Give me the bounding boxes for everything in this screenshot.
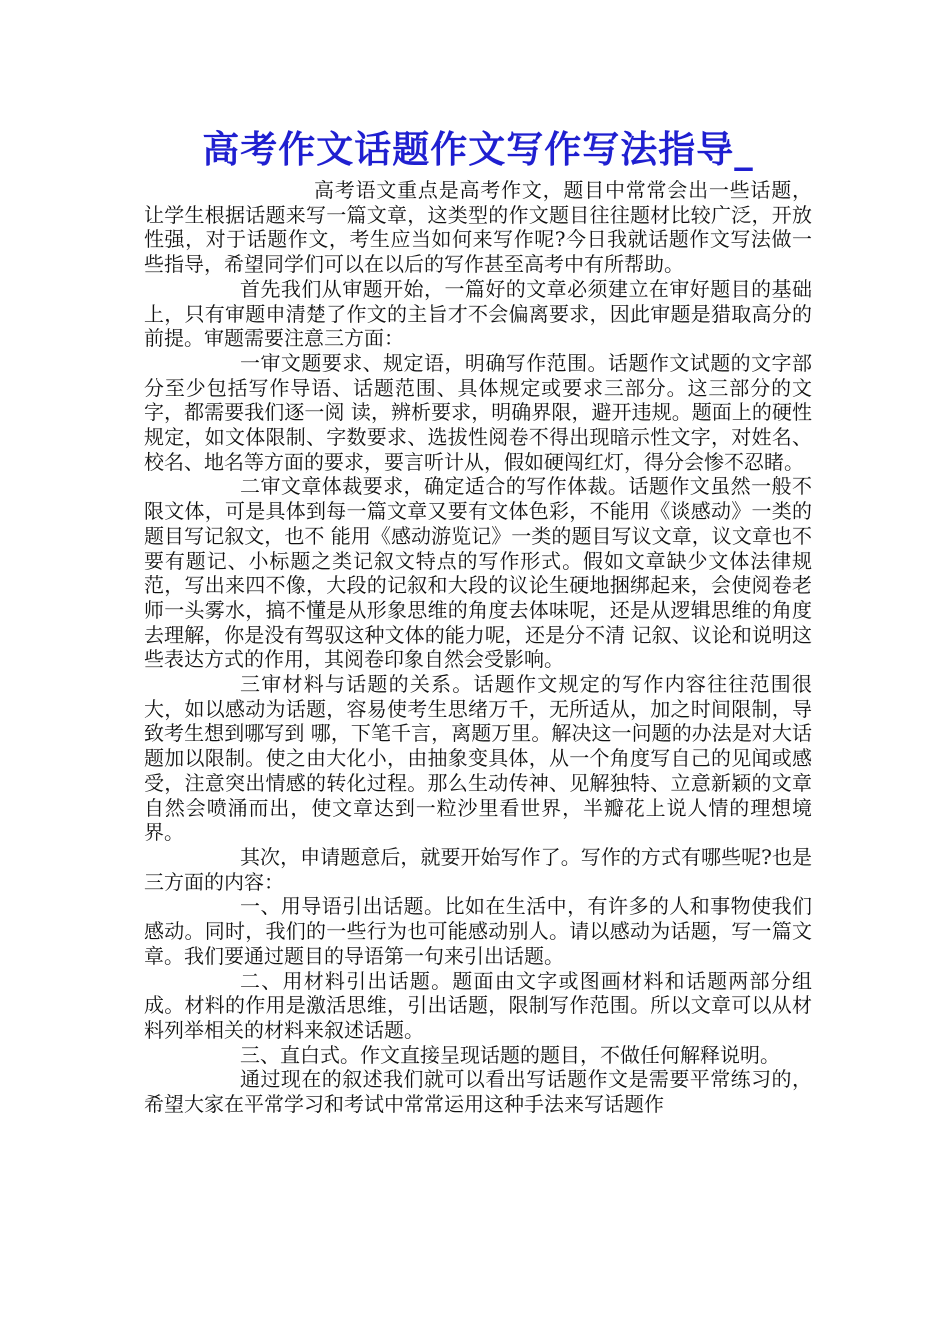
body-paragraph: 二、用材料引出话题。题面由文字或图画材料和话题两部分组成。材料的作用是激活思维，引出话题，限制写作范围。所以文章可以从材料列举相关的材料来叙述话题。 <box>144 968 812 1042</box>
document-title: 高考作文话题作文写作写法指导_ <box>202 127 754 171</box>
body-paragraph: 通过现在的叙述我们就可以看出写话题作文是需要平常练习的，希望大家在平常学习和考试中常常运用这种手法来写话题作 <box>144 1067 812 1117</box>
body-paragraph: 一审文题要求、规定语，明确写作范围。话题作文试题的文字部分至少包括写作导语、话题范围、具体规定或要求三部分。这三部分的文字，都需要我们逐一阅 读，辨析要求，明确界限，避开违规。题面上的硬性规定，如文体限制、字数要求、选拔性阅卷不得出现暗示性文字，对姓名、校名、地名等方面的要求，要言听计从，假如硬闯红灯，得分会惨不忍睹。 <box>144 350 812 474</box>
document-page <box>144 120 812 1117</box>
body-paragraph: 首先我们从审题开始，一篇好的文章必须建立在审好题目的基础上，只有审题申清楚了作文的主旨才不会偏离要求，因此审题是猎取高分的前提。审题需要注意三方面： <box>144 276 812 351</box>
body-paragraph: 二审文章体裁要求，确定适合的写作体裁。话题作文虽然一般不限文体，可是具体到每一篇文章又要有文体色彩，不能用《谈感动》一类的题目写记叙文，也不 能用《感动游览记》一类的题目写议文章，议文章也不要有题记、小标题之类记叙文特点的写作形式。假如文章缺少文体法律规范，写出来四不像，大段的记叙和大段的议论生硬地捆绑起来，会使阅卷老师一头雾水，搞不懂是从形象思维的角度去体味呢，还是从逻辑思维的角度去理解，你是没有驾驭这种文体的能力呢，还是分不清 记叙、议论和说明这些表达方式的作用，其阅卷印象自然会受影响。 <box>144 474 812 672</box>
body-paragraph: 三、直白式。作文直接呈现话题的题目，不做任何解释说明。 <box>240 1042 780 1067</box>
document-body <box>144 178 812 1117</box>
body-paragraph: 其次，申请题意后，就要开始写作了。写作的方式有哪些呢?也是三方面的内容： <box>144 844 812 894</box>
body-paragraph: 一、用导语引出话题。比如在生活中，有许多的人和事物使我们感动。同时，我们的一些行为也可能感动别人。请以感动为话题，写一篇文章。我们要通过题目的导语第一句来引出话题。 <box>144 894 812 968</box>
body-paragraph: 三审材料与话题的关系。话题作文规定的写作内容往往范围很大，如以感动为话题，容易使考生思绪万千，无所适从，加之时间限制，导致考生想到哪写到 哪，下笔千言，离题万里。解决这一问题的办法是对大话题加以限制。使之由大化小，由抽象变具体，从一个角度写自己的见闻或感受，注意突出情感的转化过程。那么生动传神、见解独特、立意新颖的文章自然会喷涌而出，使文章达到一粒沙里看世界，半瓣花上说人情的理想境界。 <box>144 672 812 845</box>
intro-paragraph: 高考语文重点是高考作文，题目中常常会出一些话题，让学生根据话题来写一篇文章，这类型的作文题目往往题材比较广泛，开放性强，对于话题作文，考生应当如何来写作呢?今日我就话题作文写法做一些指导，希望同学们可以在以后的写作甚至高考中有所帮助。 <box>144 178 812 277</box>
